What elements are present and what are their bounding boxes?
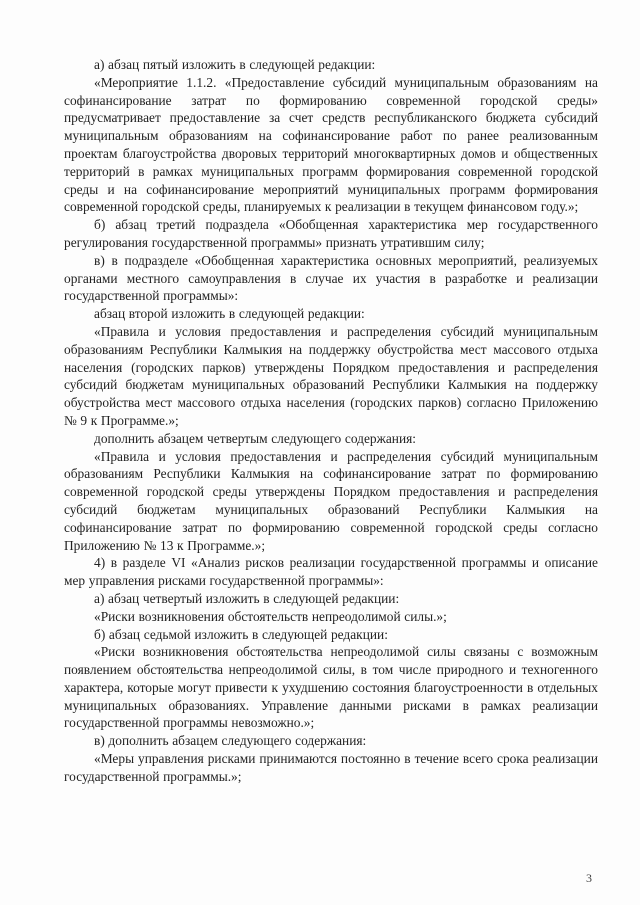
paragraph-15: «Меры управления рисками принимаются постоянно в течение всего срока реализации государственной программы.»; (64, 751, 598, 784)
paragraph-5: абзац второй изложить в следующей редакции: (94, 306, 365, 322)
paragraph-10: а) абзац четвертый изложить в следующей редакции: (94, 590, 400, 606)
paragraph-13: «Риски возникновения обстоятельства непреодолимой силы связаны с возможным появлением обстоятельства непреодолимой силы, в том числе природного и техногенного характера, которые могут привести к ухудшению состояния благоустроенности в отдельных муниципальных образованиях. Управление данными рисками в рамках реализации государственной программы невозможно.»; (64, 644, 598, 731)
paragraph-14: в) дополнить абзацем следующего содержания: (94, 733, 367, 749)
paragraph-2: «Мероприятие 1.1.2. «Предоставление субсидий муниципальным образованиям на софинансирование затрат по формированию современной городской среды» предусматривает предоставление за счет средств республиканского бюджета субсидий муниципальным образованиям на софинансирование работ по ранее реализованным проектам благоустройства дворовых территорий многоквартирных домов и общественных территорий в рамках муниципальных программ формирования современной городской среды и на софинансирование мероприятий муниципальных программ формирования современной городской среды, планируемых к реализации в текущем финансовом году.»; (64, 74, 598, 215)
paragraph-7: дополнить абзацем четвертым следующего содержания: (94, 430, 417, 446)
paragraph-4: в) в подразделе «Обобщенная характеристика основных мероприятий, реализуемых органами местного самоуправления в случае их участия в разработке и реализации государственной программы»: (64, 252, 598, 304)
paragraph-1: а) абзац пятый изложить в следующей редакции: (94, 57, 376, 72)
paragraph-11: «Риски возникновения обстоятельств непреодолимой силы.»; (94, 608, 447, 624)
document-body (64, 56, 598, 786)
paragraph-8: «Правила и условия предоставления и распределения субсидий муниципальным образованиям Республики Калмыкия на софинансирование затрат по формированию современной городской среды утверждены Порядком предоставления и распределения субсидий бюджетам муниципальных образований Республики Калмыкия на софинансирование затрат по формированию современной городской среды согласно Приложению № 13 к Программе.»; (64, 448, 598, 553)
page-number: 3 (586, 871, 592, 885)
paragraph-6: «Правила и условия предоставления и распределения субсидий муниципальным образованиям Республики Калмыкия на поддержку обустройства мест массового отдыха населения (городских парков) утверждены Порядком предоставления и распределения субсидий бюджетам муниципальных образований Республики Калмыкия на поддержку обустройства мест массового отдыха населения (городских парков) согласно Приложению № 9 к Программе.»; (64, 323, 598, 428)
paragraph-3: б) абзац третий подраздела «Обобщенная характеристика мер государственного регулирования государственной программы» признать утратившим силу; (64, 217, 598, 250)
paragraph-12: б) абзац седьмой изложить в следующей редакции: (94, 626, 388, 642)
paragraph-9: 4) в разделе VI «Анализ рисков реализации государственной программы и описание мер управления рисками государственной программы»: (64, 555, 598, 589)
